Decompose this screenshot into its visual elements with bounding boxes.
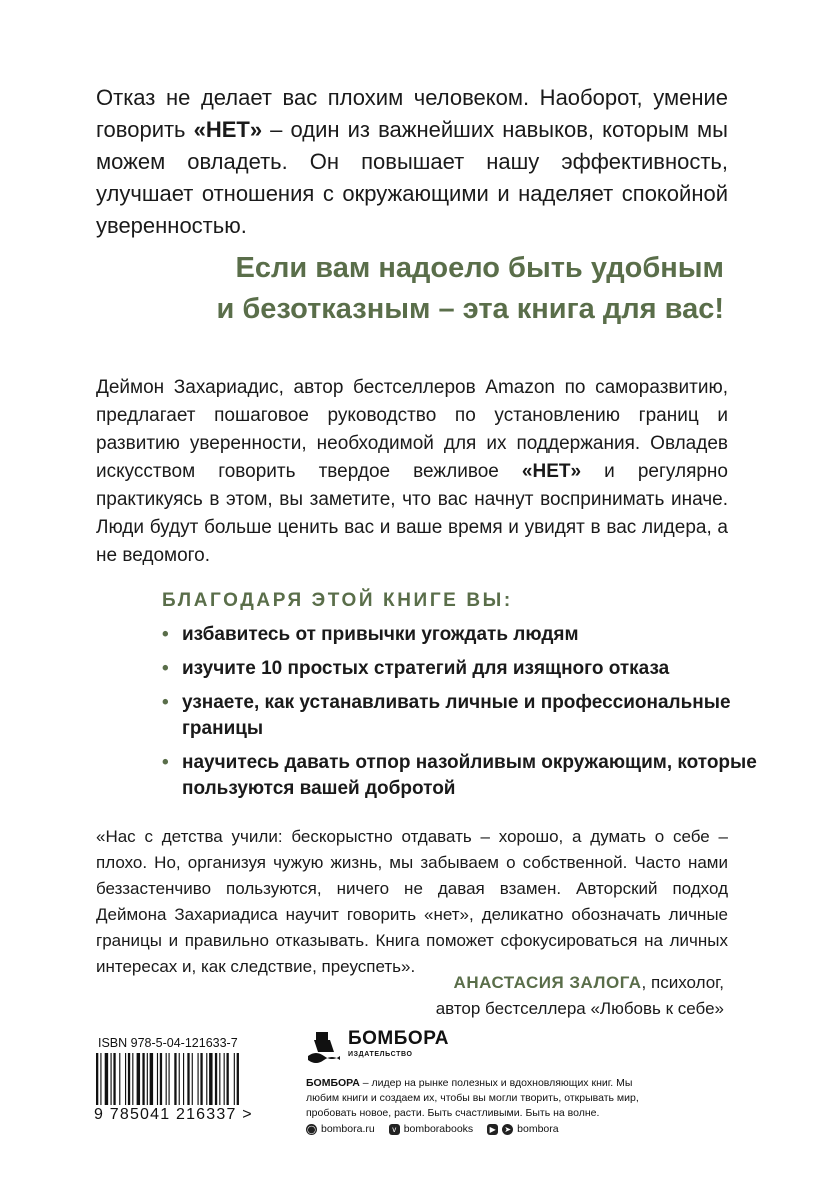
- headline: [104, 248, 724, 330]
- headline-line-2: и безотказным – эта книга для вас!: [216, 293, 724, 325]
- barcode-bar: [160, 1053, 162, 1105]
- telegram-link-text: bombora: [517, 1123, 559, 1135]
- barcode-bar: [192, 1053, 193, 1105]
- barcode-bar: [219, 1053, 220, 1105]
- site-link[interactable]: [306, 1123, 375, 1135]
- barcode: [96, 1053, 286, 1105]
- publisher-description: [306, 1076, 646, 1121]
- intro-text-before: Отказ не делает вас плохим человеком. Наоборот, умение говорить: [96, 85, 728, 142]
- list-item: [162, 656, 762, 682]
- barcode-bar: [234, 1053, 235, 1105]
- list-item: [162, 622, 762, 648]
- barcode-bar: [125, 1053, 126, 1105]
- publisher-sub: ИЗДАТЕЛЬСТВО: [348, 1051, 413, 1058]
- bullet-icon: •: [162, 692, 169, 713]
- vk-link[interactable]: [389, 1123, 473, 1135]
- publisher-name: БОМБОРА: [348, 1028, 449, 1049]
- barcode-bar: [113, 1053, 115, 1105]
- barcode-bar: [96, 1053, 98, 1105]
- isbn-label: ISBN 978-5-04-121633-7: [98, 1036, 238, 1050]
- quote-author-credit: автор бестселлера «Любовь к себе»: [435, 999, 724, 1018]
- list-item-text: избавитесь от привычки угождать людям: [182, 624, 579, 645]
- benefits-title: БЛАГОДАРЯ ЭТОЙ КНИГЕ ВЫ:: [162, 590, 513, 611]
- barcode-bar: [206, 1053, 207, 1105]
- barcode-bar: [166, 1053, 167, 1105]
- barcode-bar: [137, 1053, 140, 1105]
- intro-text-after: – один из важнейших навыков, которым мы можем овладеть. Он повышает нашу эффективность, улучшает отношения с окружающими и наделяет спокойной уверенностью.: [96, 117, 728, 238]
- barcode-bar: [224, 1053, 225, 1105]
- barcode-bar: [157, 1053, 158, 1105]
- barcode-bar: [215, 1053, 217, 1105]
- list-item: [162, 750, 762, 802]
- description-text-before: Деймон Захариадис, автор бестселлеров Amazon по саморазвитию, предлагает пошаговое руководство по установлению границ и развитию уверенности, необходимой для их поддержания. Овладев искусством говорить твердое вежливое: [96, 377, 728, 482]
- barcode-bar: [174, 1053, 176, 1105]
- barcode-bar: [209, 1053, 212, 1105]
- bombora-logo-icon: [308, 1030, 344, 1064]
- list-item-text: научитесь давать отпор назойливым окружающим, которые пользуются вашей добротой: [182, 752, 757, 799]
- headline-line-1: Если вам надоело быть удобным: [235, 252, 724, 284]
- barcode-bar: [200, 1053, 202, 1105]
- publisher-desc-lead: БОМБОРА: [306, 1077, 360, 1089]
- globe-icon: ◯: [307, 1124, 316, 1134]
- barcode-bar: [147, 1053, 148, 1105]
- barcode-bar: [169, 1053, 170, 1105]
- barcode-bar: [237, 1053, 239, 1105]
- barcode-bar: [179, 1053, 180, 1105]
- barcode-bar: [132, 1053, 133, 1105]
- barcode-bar: [183, 1053, 184, 1105]
- bullet-icon: •: [162, 624, 169, 645]
- barcode-bar: [142, 1053, 144, 1105]
- social-links: [306, 1123, 559, 1135]
- vk-link-text: bomborabooks: [403, 1123, 474, 1135]
- barcode-bar: [227, 1053, 229, 1105]
- description-paragraph: [96, 374, 728, 570]
- description-text-after: и регулярно практикуясь в этом, вы заметите, что вас начнут воспринимать иначе. Люди будут больше ценить вас и ваше время и увидят в вас лидера, а не ведомого.: [96, 461, 728, 566]
- barcode-bar: [111, 1053, 112, 1105]
- quote-author-role: , психолог,: [641, 973, 724, 992]
- telegram-link[interactable]: [487, 1123, 558, 1135]
- barcode-bar: [150, 1053, 153, 1105]
- quote-paragraph: «Нас с детства учили: бескорыстно отдавать – хорошо, а думать о себе – плохо. Но, организуя чужую жизнь, мы забываем о собственной. Часто нами беззастенчиво пользуются, ничего не давая взамен. Авторский подход Деймона Захариадиса научит говорить «нет», деликатно обозначать личные границы и правильно отказывать. Книга поможет сфокусироваться на личных интересах и, как следствие, преуспеть».: [96, 827, 728, 976]
- barcode-bar: [119, 1053, 120, 1105]
- vk-icon: v: [389, 1124, 400, 1135]
- barcode-bar: [100, 1053, 101, 1105]
- youtube-icon: ▶: [487, 1124, 498, 1135]
- list-item-text: изучите 10 простых стратегий для изящного отказа: [182, 658, 670, 679]
- list-item-text: узнаете, как устанавливать личные и профессиональные границы: [182, 692, 731, 739]
- barcode-digits: 9 785041 216337 >: [94, 1106, 253, 1123]
- barcode-bar: [187, 1053, 189, 1105]
- bullet-icon: •: [162, 752, 169, 773]
- description-highlight: «НЕТ»: [521, 461, 582, 482]
- site-link-text: bombora.ru: [321, 1123, 375, 1135]
- barcode-bar: [128, 1053, 130, 1105]
- barcode-bar: [105, 1053, 108, 1105]
- quote-author-name: АНАСТАСИЯ ЗАЛОГА: [453, 973, 642, 992]
- publisher-desc-text: – лидер на рынке полезных и вдохновляющих книг. Мы любим книги и создаем их, чтобы вы могли творить, открывать мир, пробовать новое, расти. Быть счастливыми. Быть на волне.: [306, 1077, 639, 1119]
- intro-paragraph: [96, 82, 728, 242]
- quote-author: [124, 970, 724, 1022]
- telegram-icon: ➤: [502, 1124, 513, 1135]
- intro-highlight: «НЕТ»: [193, 117, 263, 142]
- list-item: [162, 690, 762, 742]
- bullet-icon: •: [162, 658, 169, 679]
- barcode-bar: [198, 1053, 199, 1105]
- benefits-list: [162, 622, 762, 810]
